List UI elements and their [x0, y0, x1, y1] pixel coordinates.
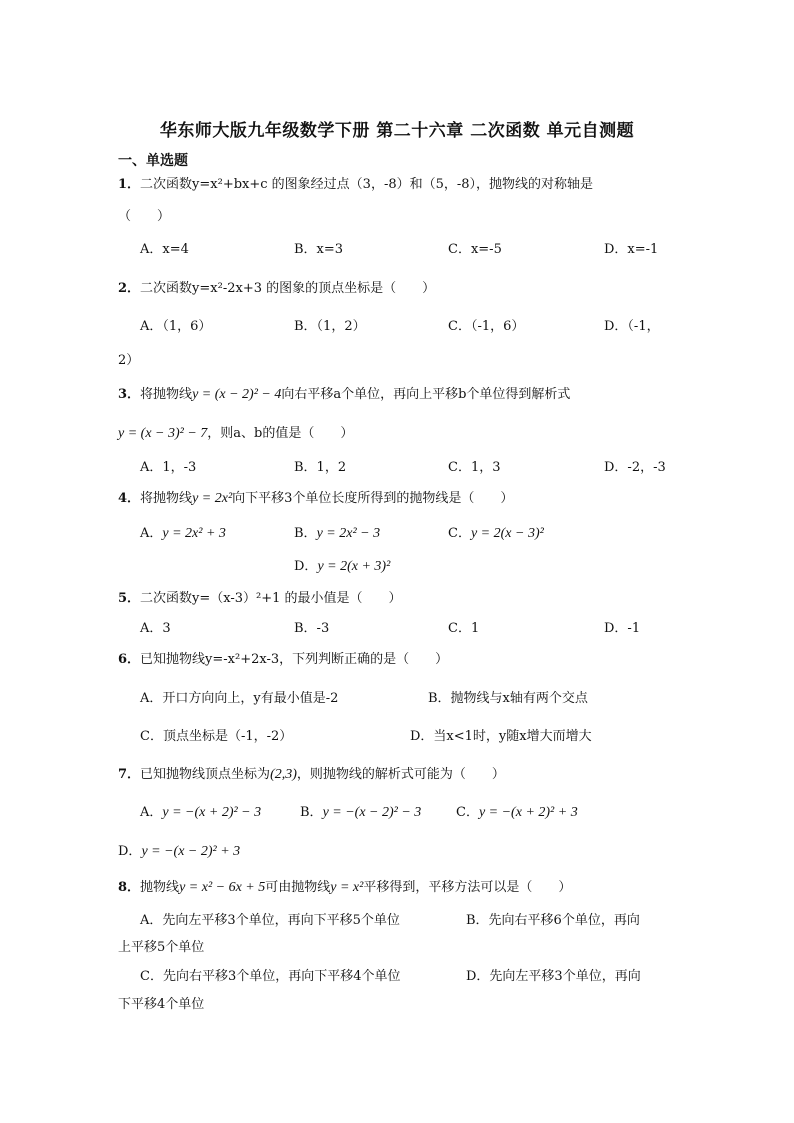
option-label: C． [456, 805, 479, 820]
option-equation: y = 2x² − 3 [316, 526, 381, 541]
option-d: D．x=-1 [604, 242, 659, 257]
option-equation: y = −(x − 2)² − 3 [322, 805, 422, 820]
option-a: A．开口方向向上，y有最小值是-2 [140, 691, 339, 706]
question-number: 7． [118, 767, 141, 782]
question-number: 3． [118, 387, 141, 402]
option-label: A． [140, 526, 163, 541]
option-a: A．x=4 [140, 242, 189, 257]
page-title: 华东师大版九年级数学下册 第二十六章 二次函数 单元自测题 [159, 121, 635, 141]
question-3-line-2 [118, 425, 353, 443]
question-1 [118, 176, 593, 194]
question-number: 2． [118, 281, 141, 296]
equation: y = 2x² [192, 491, 233, 506]
option-label: B． [294, 526, 317, 541]
option-b: B．抛物线与x轴有两个交点 [428, 691, 588, 706]
option-label: D． [294, 559, 318, 574]
question-7 [118, 766, 505, 784]
option-equation: y = 2(x − 3)² [470, 526, 544, 541]
option-equation: y = 2(x + 3)² [317, 559, 391, 574]
answer-paren: （ ） [118, 209, 171, 224]
option-d: D．-1 [604, 621, 641, 636]
option-equation: y = −(x − 2)² + 3 [141, 844, 241, 859]
option-c: C．（-1，6） [448, 319, 525, 334]
option-b: B．-3 [294, 621, 330, 636]
option-c [456, 804, 578, 822]
option-equation: y = −(x + 2)² + 3 [478, 805, 578, 820]
option-b-continued: 上平移5个单位 [118, 940, 205, 955]
question-text: 二次函数y=x²+bx+c 的图象经过点（3，-8）和（5，-8），抛物线的对称轴是 [140, 177, 594, 192]
question-number: 4． [118, 491, 141, 506]
option-c: C．先向右平移3个单位，再向下平移4个单位 [140, 969, 401, 984]
option-label: A． [140, 805, 163, 820]
option-label: B． [300, 805, 323, 820]
option-a [140, 525, 226, 543]
option-d: D．先向左平移3个单位，再向 [466, 969, 641, 984]
option-d-continued: 2） [118, 353, 140, 368]
question-text: 二次函数y=x²-2x+3 的图象的顶点坐标是（ ） [140, 281, 436, 296]
option-d: D．-2，-3 [604, 460, 666, 475]
question-3 [118, 386, 570, 404]
option-c: C．1，3 [448, 460, 501, 475]
question-text-post: ，则a、b的值是（ ） [207, 426, 354, 441]
option-a [140, 804, 261, 822]
option-d: D．（-1， [604, 319, 660, 334]
question-text-mid: 可由抛物线 [265, 880, 331, 895]
option-c [448, 525, 544, 543]
equation: y = x² − 6x + 5 [179, 880, 266, 895]
option-d [118, 843, 240, 861]
question-5 [118, 590, 402, 608]
equation: y = (x − 3)² − 7 [118, 426, 208, 441]
question-number: 8． [118, 880, 141, 895]
option-c: C．顶点坐标是（-1，-2） [140, 729, 293, 744]
option-a: A．（1，6） [140, 319, 212, 334]
option-c: C．x=-5 [448, 242, 502, 257]
question-8 [118, 879, 571, 897]
vertex-coordinate: (2,3) [270, 767, 297, 782]
option-equation: y = 2x² + 3 [162, 526, 226, 541]
question-text-pre: 将抛物线 [140, 491, 193, 506]
option-b: B．先向右平移6个单位，再向 [466, 913, 640, 928]
option-c: C．1 [448, 621, 480, 636]
option-b [294, 525, 380, 543]
option-label: D． [118, 844, 142, 859]
option-b: B．1，2 [294, 460, 347, 475]
equation: y = (x − 2)² − 4 [192, 387, 282, 402]
option-b: B．x=3 [294, 242, 344, 257]
question-number: 1． [118, 177, 141, 192]
question-text: 已知抛物线y=-x²+2x-3，下列判断正确的是（ ） [140, 652, 449, 667]
option-equation: y = −(x + 2)² − 3 [162, 805, 262, 820]
question-text-post: ，则抛物线的解析式可能为（ ） [296, 767, 505, 782]
option-b: B．（1，2） [294, 319, 366, 334]
question-text-pre: 抛物线 [140, 880, 180, 895]
option-b [300, 804, 421, 822]
option-d [294, 558, 390, 576]
question-number: 6． [118, 652, 141, 667]
question-text-post: 平移得到，平移方法可以是（ ） [363, 880, 572, 895]
question-6 [118, 651, 448, 669]
question-text-pre: 已知抛物线顶点坐标为 [140, 767, 271, 782]
option-d: D．当x<1时，y随x增大而增大 [410, 729, 592, 744]
option-d-continued: 下平移4个单位 [118, 997, 205, 1012]
option-label: C． [448, 526, 471, 541]
option-a: A．1，-3 [140, 460, 197, 475]
question-text: 二次函数y=（x-3）²+1 的最小值是（ ） [140, 591, 402, 606]
option-a: A．先向左平移3个单位，再向下平移5个单位 [140, 913, 400, 928]
question-number: 5． [118, 591, 141, 606]
question-text-pre: 将抛物线 [140, 387, 193, 402]
option-a: A．3 [140, 621, 171, 636]
question-4 [118, 490, 513, 508]
question-text-mid: 向右平移a个单位，再向上平移b个单位得到解析式 [281, 387, 571, 402]
question-text-post: 向下平移3个单位长度所得到的抛物线是（ ） [232, 491, 514, 506]
section-heading: 一、单选题 [118, 153, 188, 169]
equation: y = x² [330, 880, 364, 895]
question-2 [118, 280, 435, 298]
